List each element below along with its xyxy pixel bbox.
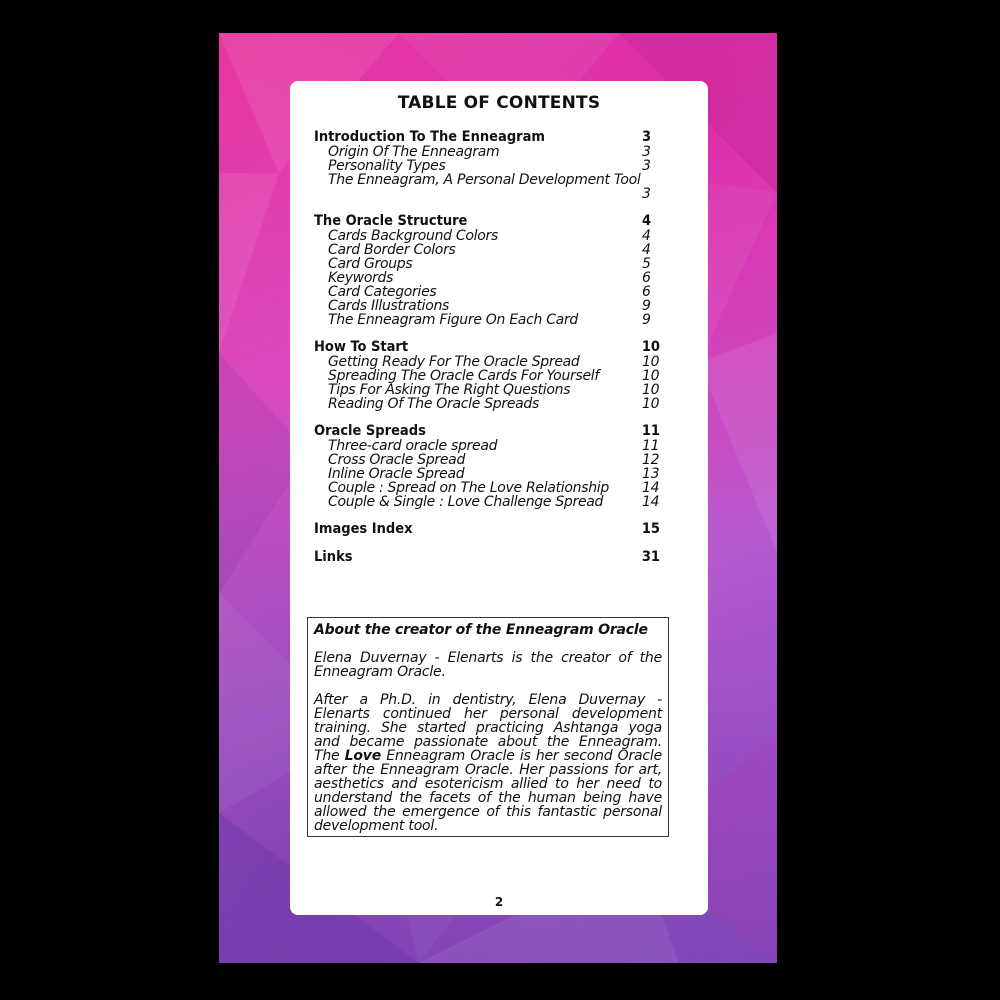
toc-title: TABLE OF CONTENTS [397,93,601,113]
toc-heading-row[interactable] [314,423,660,439]
toc-item-label: Couple & Single : Love Challenge Spread [328,494,604,510]
toc-heading-row[interactable] [314,129,660,145]
toc-section-links [314,549,660,565]
toc-item-page: 4 [642,242,651,258]
toc-item-row[interactable] [314,299,660,313]
toc-item-page: 11 [642,438,660,454]
toc-item-label: Couple : Spread on The Love Relationship [328,480,609,496]
toc-item-page: 14 [642,494,660,510]
toc-item-row[interactable] [314,369,660,383]
about-text: After a Ph.D. in dentistry, Elena Duvernay - Elenarts continued her personal development training. She started practicing Ashtanga yoga and became passionate about the Enneagram. The [314,692,662,764]
toc-heading-row[interactable] [314,339,660,355]
toc-item-row[interactable] [314,481,660,495]
about-paragraph [314,693,662,833]
toc-item-row[interactable] [314,145,660,159]
toc-item-page: 4 [642,228,651,244]
toc-heading-row[interactable] [314,521,660,537]
about-emphasis: Love [344,748,382,764]
toc-item-page: 9 [642,312,651,328]
toc-item-label: Getting Ready For The Oracle Spread [328,354,580,370]
toc-item-page: 6 [642,284,651,300]
toc-item-page: 13 [642,466,660,482]
toc-item-label: Card Border Colors [328,242,456,258]
toc-item-row[interactable] [314,173,660,187]
toc-item-page-wrapped [314,187,660,201]
toc-section-how-to-start [314,339,660,411]
toc-item-page: 5 [642,256,651,272]
toc-item-row[interactable] [314,257,660,271]
toc-item-page: 12 [642,452,660,468]
toc-item-page: 3 [642,144,651,160]
toc-heading-page: 31 [641,549,660,565]
toc-item-row[interactable] [314,355,660,369]
toc-item-label: Card Groups [328,256,413,272]
toc-item-row[interactable] [314,453,660,467]
about-title: About the creator of the Enneagram Oracle [314,622,648,638]
content-page [290,81,708,915]
toc-item-page: 3 [642,158,651,174]
about-text: Enneagram Oracle is her second Oracle after the Enneagram Oracle. Her passions for art, aesthetics and esotericism allied to her need to understand the facets of the human being have allowed the emergence of this fantastic personal development tool. [314,748,662,834]
toc-heading-label: Oracle Spreads [314,423,426,439]
toc-item-row[interactable] [314,229,660,243]
toc-heading-row[interactable] [314,213,660,229]
toc-item-label: Personality Types [328,158,446,174]
toc-item-page: 10 [642,382,660,398]
toc-item-page: 14 [642,480,660,496]
toc-heading-page: 15 [641,521,660,537]
toc-heading-page: 4 [642,213,652,229]
page-number: 2 [494,895,504,909]
toc-item-label: Cross Oracle Spread [328,452,466,468]
toc-item-page: 10 [642,368,660,384]
toc-heading-label: The Oracle Structure [314,213,468,229]
toc-heading-label: Images Index [314,521,413,537]
toc-item-label: Cards Background Colors [328,228,498,244]
table-of-contents [314,129,660,577]
toc-item-label: Origin Of The Enneagram [328,144,500,160]
toc-item-row[interactable] [314,439,660,453]
toc-heading-page: 11 [641,423,660,439]
toc-item-row[interactable] [314,397,660,411]
toc-item-label: Three-card oracle spread [328,438,498,454]
toc-item-label: Inline Oracle Spread [328,466,465,482]
toc-item-row[interactable] [314,243,660,257]
toc-item-label: Keywords [328,270,394,286]
toc-item-row[interactable] [314,271,660,285]
toc-section-introduction [314,129,660,201]
toc-heading-row[interactable] [314,549,660,565]
toc-item-label: Card Categories [328,284,437,300]
toc-heading-page: 10 [641,339,660,355]
toc-item-row[interactable] [314,495,660,509]
toc-item-row[interactable] [314,313,660,327]
toc-item-row[interactable] [314,159,660,173]
toc-heading-label: Introduction To The Enneagram [314,129,545,145]
toc-item-row[interactable] [314,383,660,397]
toc-item-page: 10 [642,396,660,412]
toc-item-label: Cards Illustrations [328,298,450,314]
toc-item-row[interactable] [314,285,660,299]
toc-heading-page: 3 [642,129,652,145]
toc-item-row[interactable] [314,467,660,481]
toc-item-page: 9 [642,298,651,314]
toc-item-page: 10 [642,354,660,370]
toc-item-label: The Enneagram, A Personal Development Tool [328,172,641,188]
about-creator-box [307,617,669,837]
page-background [219,33,777,963]
toc-heading-label: How To Start [314,339,409,355]
toc-section-oracle-spreads [314,423,660,509]
toc-item-label: Reading Of The Oracle Spreads [328,396,540,412]
toc-item-label: Spreading The Oracle Cards For Yourself [328,368,600,384]
about-paragraph: Elena Duvernay - Elenarts is the creator of the Enneagram Oracle. [314,650,662,680]
toc-section-oracle-structure [314,213,660,327]
toc-item-label: Tips For Asking The Right Questions [328,382,571,398]
toc-item-label: The Enneagram Figure On Each Card [328,312,578,328]
toc-heading-label: Links [314,549,353,565]
toc-item-page: 3 [642,186,651,202]
toc-section-images-index [314,521,660,537]
toc-item-page: 6 [642,270,651,286]
